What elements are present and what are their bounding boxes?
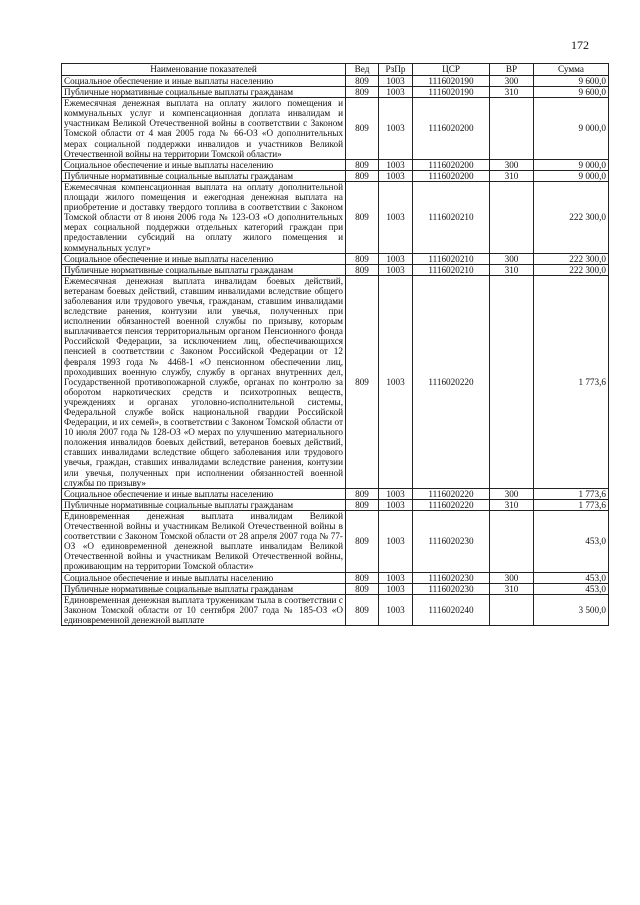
cell-sum: 1 773,6 [534, 275, 609, 488]
cell-ved: 809 [346, 98, 379, 160]
cell-ved: 809 [346, 594, 379, 625]
cell-ved: 809 [346, 76, 379, 87]
cell-ved: 809 [346, 170, 379, 181]
cell-vr [490, 181, 534, 253]
cell-rzpr: 1003 [379, 572, 413, 583]
cell-vr [490, 510, 534, 572]
cell-csr: 1116020220 [413, 488, 490, 499]
table-row [62, 510, 609, 572]
cell-csr: 1116020210 [413, 253, 490, 264]
table-row [62, 76, 609, 87]
table-row [62, 499, 609, 510]
table-row [62, 87, 609, 98]
cell-ved: 809 [346, 572, 379, 583]
cell-csr: 1116020230 [413, 510, 490, 572]
table-row [62, 583, 609, 594]
cell-vr [490, 98, 534, 160]
cell-rzpr: 1003 [379, 181, 413, 253]
cell-ved: 809 [346, 488, 379, 499]
table-row [62, 98, 609, 160]
cell-name: Публичные нормативные социальные выплаты гражданам [62, 583, 346, 594]
cell-csr: 1116020240 [413, 594, 490, 625]
cell-vr: 300 [490, 253, 534, 264]
cell-name: Социальное обеспечение и иные выплаты населению [62, 253, 346, 264]
cell-vr: 310 [490, 264, 534, 275]
cell-vr: 300 [490, 488, 534, 499]
cell-rzpr: 1003 [379, 275, 413, 488]
cell-csr: 1116020210 [413, 181, 490, 253]
cell-vr: 310 [490, 499, 534, 510]
cell-ved: 809 [346, 253, 379, 264]
cell-sum: 222 300,0 [534, 253, 609, 264]
cell-ved: 809 [346, 583, 379, 594]
cell-name: Социальное обеспечение и иные выплаты населению [62, 572, 346, 583]
cell-sum: 9 600,0 [534, 76, 609, 87]
table-header-row [62, 64, 609, 76]
cell-sum: 9 000,0 [534, 170, 609, 181]
cell-ved: 809 [346, 87, 379, 98]
cell-csr: 1116020200 [413, 170, 490, 181]
header-vr: ВР [490, 64, 534, 76]
cell-sum: 1 773,6 [534, 499, 609, 510]
cell-csr: 1116020200 [413, 98, 490, 160]
cell-name: Единовременная денежная выплата труженикам тыла в соответствии с Законом Томской области от 10 сентября 2007 года № 185-ОЗ «О единовременной денежной выплате [62, 594, 346, 625]
cell-csr: 1116020230 [413, 583, 490, 594]
header-name: Наименование показателей [62, 64, 346, 76]
cell-name: Социальное обеспечение и иные выплаты населению [62, 159, 346, 170]
table-body [62, 76, 609, 626]
table-row [62, 170, 609, 181]
table-row [62, 253, 609, 264]
cell-rzpr: 1003 [379, 594, 413, 625]
table-row [62, 572, 609, 583]
cell-sum: 453,0 [534, 583, 609, 594]
cell-ved: 809 [346, 275, 379, 488]
cell-vr [490, 275, 534, 488]
cell-rzpr: 1003 [379, 510, 413, 572]
table-row [62, 159, 609, 170]
cell-name: Единовременная денежная выплата инвалидам Великой Отечественной войны и участникам Великой Отечественной войны в соответствии с Законом Томской области от 28 апреля 2007 года № 77-ОЗ «О единовременной денежной выплате инвалидам Великой Отечественной войны и участникам Великой Отечественной войны, проживающим на территории Томской области» [62, 510, 346, 572]
cell-ved: 809 [346, 264, 379, 275]
cell-sum: 222 300,0 [534, 181, 609, 253]
cell-vr [490, 594, 534, 625]
cell-vr: 300 [490, 159, 534, 170]
cell-csr: 1116020220 [413, 275, 490, 488]
cell-csr: 1116020190 [413, 76, 490, 87]
cell-vr: 300 [490, 572, 534, 583]
cell-vr: 310 [490, 170, 534, 181]
cell-rzpr: 1003 [379, 98, 413, 160]
cell-csr: 1116020200 [413, 159, 490, 170]
cell-sum: 9 000,0 [534, 98, 609, 160]
cell-name: Ежемесячная компенсационная выплата на оплату дополнительной площади жилого помещения и ежегодная денежная выплата на приобретение и доставку твердого топлива в соответствии с Законом Томской области от 8 июня 2006 года № 123-ОЗ «О дополнительных мерах социальной поддержки отдельных категорий граждан при предоставлении субсидий на оплату жилого помещения и коммунальных услуг» [62, 181, 346, 253]
cell-ved: 809 [346, 510, 379, 572]
cell-rzpr: 1003 [379, 159, 413, 170]
cell-rzpr: 1003 [379, 87, 413, 98]
header-ved: Вед [346, 64, 379, 76]
cell-sum: 222 300,0 [534, 264, 609, 275]
cell-rzpr: 1003 [379, 499, 413, 510]
cell-sum: 453,0 [534, 510, 609, 572]
cell-csr: 1116020220 [413, 499, 490, 510]
cell-vr: 310 [490, 583, 534, 594]
header-csr: ЦСР [413, 64, 490, 76]
cell-sum: 1 773,6 [534, 488, 609, 499]
cell-name: Социальное обеспечение и иные выплаты населению [62, 76, 346, 87]
cell-sum: 9 600,0 [534, 87, 609, 98]
cell-sum: 453,0 [534, 572, 609, 583]
budget-table [61, 63, 609, 626]
table-row [62, 275, 609, 488]
cell-csr: 1116020210 [413, 264, 490, 275]
page-number: 172 [571, 38, 589, 52]
header-sum: Сумма [534, 64, 609, 76]
cell-name: Публичные нормативные социальные выплаты гражданам [62, 264, 346, 275]
cell-ved: 809 [346, 499, 379, 510]
table-row [62, 181, 609, 253]
cell-name: Ежемесячная денежная выплата инвалидам боевых действий, ветеранам боевых действий, ставшим инвалидами вследствие общего заболевания или трудового увечья, гражданам, ставшим инвалидами вследствие ранения, контузии или увечья, полученных при исполнении обязанностей военной службы по призыву, которым выплачивается пенсия территориальным органом Пенсионного фонда Российской Федерации, за исключением лиц, обеспечивающихся пенсией в соответствии с Законом Российской Федерации от 12 февраля 1993 года № 4468-1 «О пенсионном обеспечении лиц, проходивших военную службу, службу в органах внутренних дел, Государственной противопожарной службе, органах по контролю за оборотом наркотических средств и психотропных веществ, учреждениях и органах уголовно-исполнительной системы, Федеральной службе войск национальной гвардии Российской Федерации, и их семей», в соответствии с Законом Томской области от 10 июля 2007 года № 128-ОЗ «О мерах по улучшению материального положения инвалидов боевых действий, ветеранов боевых действий, ставших инвалидами вследствие общего заболевания или трудового увечья, граждан, ставших инвалидами вследствие ранения, контузии или увечья, полученных при исполнении обязанностей военной службы по призыву» [62, 275, 346, 488]
cell-rzpr: 1003 [379, 170, 413, 181]
table-row [62, 488, 609, 499]
cell-rzpr: 1003 [379, 76, 413, 87]
table-row [62, 264, 609, 275]
header-rzpr: РзПр [379, 64, 413, 76]
cell-csr: 1116020190 [413, 87, 490, 98]
cell-ved: 809 [346, 181, 379, 253]
cell-name: Публичные нормативные социальные выплаты гражданам [62, 87, 346, 98]
cell-rzpr: 1003 [379, 488, 413, 499]
cell-name: Публичные нормативные социальные выплаты гражданам [62, 170, 346, 181]
cell-sum: 9 000,0 [534, 159, 609, 170]
table-row [62, 594, 609, 625]
cell-rzpr: 1003 [379, 264, 413, 275]
cell-name: Социальное обеспечение и иные выплаты населению [62, 488, 346, 499]
cell-rzpr: 1003 [379, 583, 413, 594]
cell-vr: 310 [490, 87, 534, 98]
cell-name: Ежемесячная денежная выплата на оплату жилого помещения и коммунальных услуг и компенсационная доплата инвалидам и участникам Великой Отечественной войны в соответствии с Законом Томской области от 4 мая 2005 года № 66-ОЗ «О дополнительных мерах социальной поддержки инвалидов и участников Великой Отечественной войны на территории Томской области» [62, 98, 346, 160]
cell-vr: 300 [490, 76, 534, 87]
cell-name: Публичные нормативные социальные выплаты гражданам [62, 499, 346, 510]
cell-sum: 3 500,0 [534, 594, 609, 625]
cell-ved: 809 [346, 159, 379, 170]
cell-rzpr: 1003 [379, 253, 413, 264]
cell-csr: 1116020230 [413, 572, 490, 583]
